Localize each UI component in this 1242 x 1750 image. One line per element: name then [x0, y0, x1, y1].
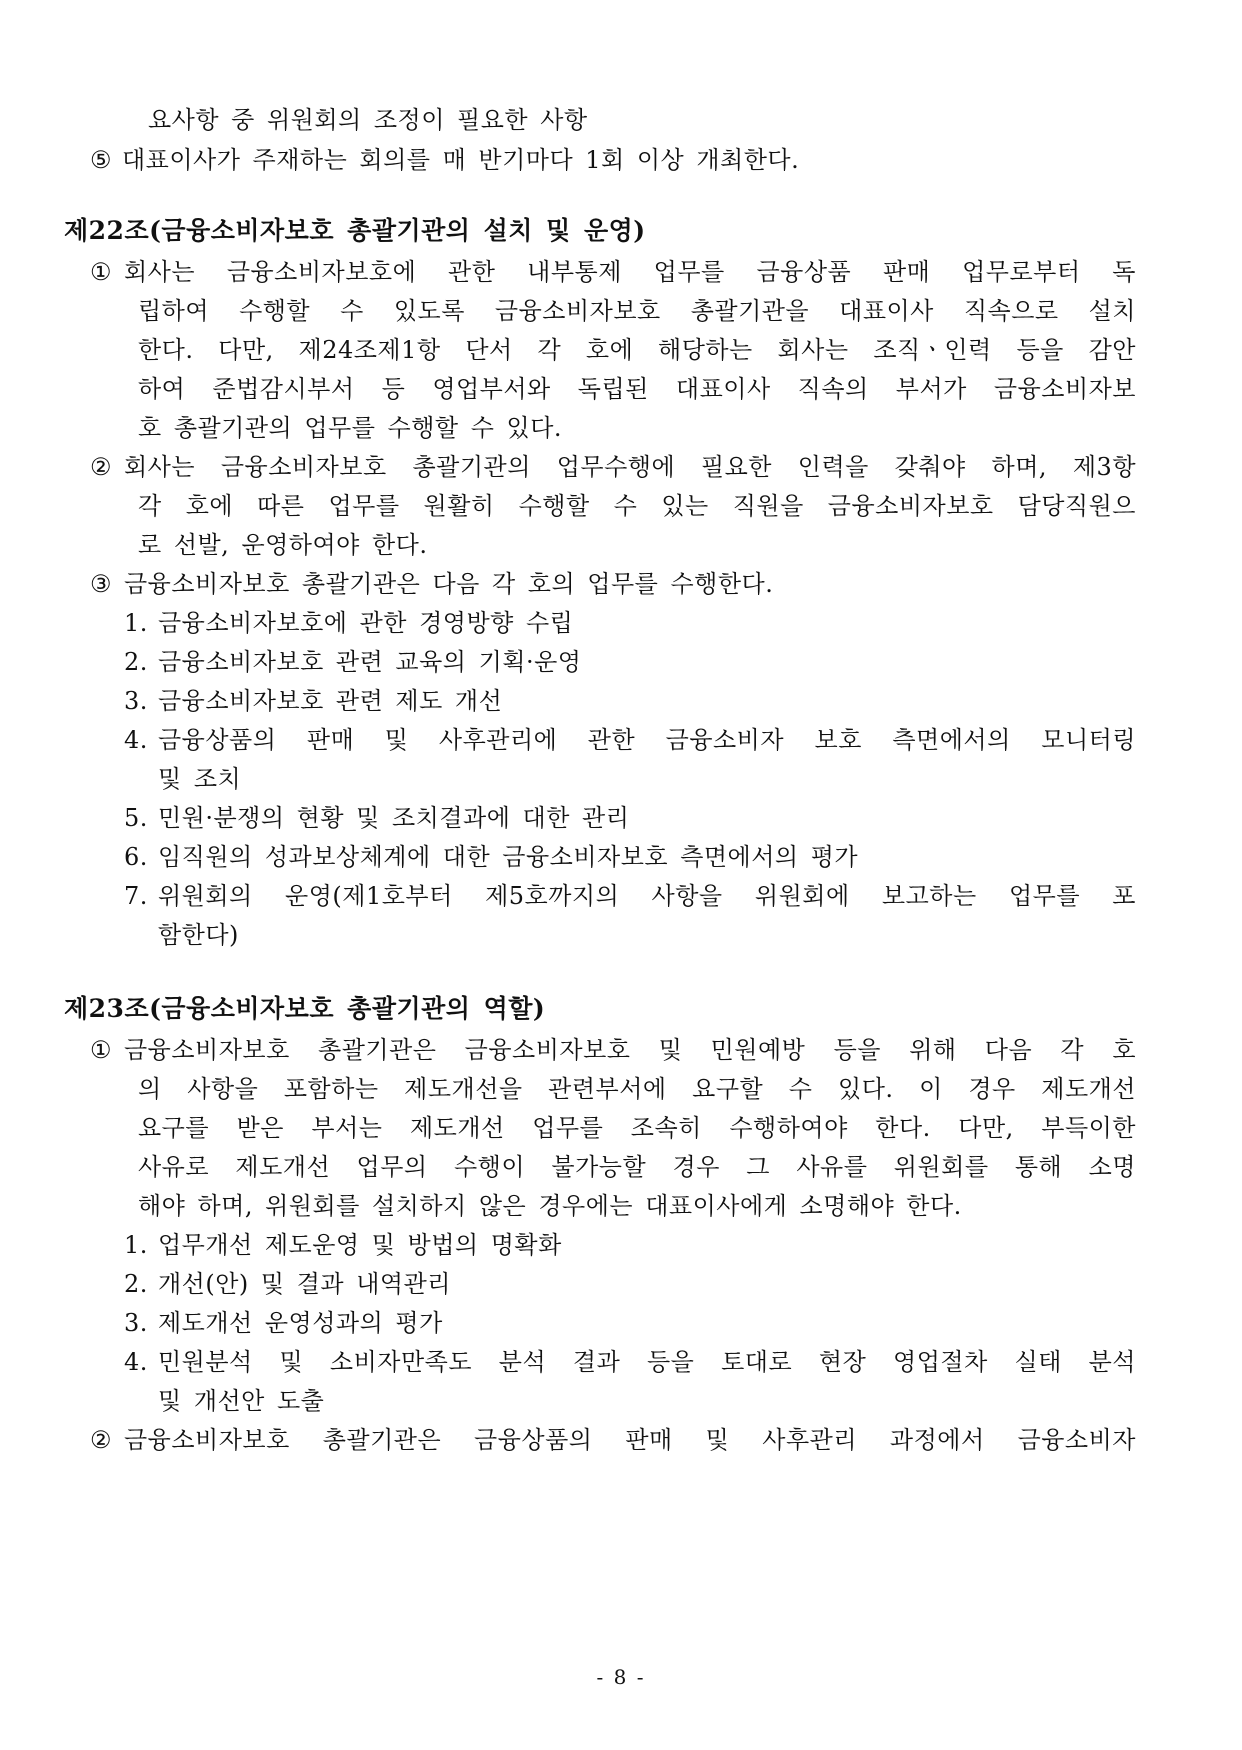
- list-item-number: 6.: [124, 843, 148, 871]
- list-item-text: 금융소비자보호 관련 교육의 기획·운영: [158, 648, 582, 676]
- article-22-paragraph-3-text: 금융소비자보호 총괄기관은 다음 각 호의 업무를 수행한다.: [124, 570, 774, 598]
- article-22-paragraph-1-line: 회사는 금융소비자보호에 관한 내부통제 업무를 금융상품 판매 업무로부터 독: [124, 258, 1136, 286]
- list-item-number: 5.: [124, 804, 148, 832]
- list-item-number: 4.: [124, 1348, 148, 1376]
- list-item-text: 금융소비자보호에 관한 경영방향 수립: [158, 609, 574, 637]
- article-23-paragraph-1-line: 의 사항을 포함하는 제도개선을 관련부서에 요구할 수 있다. 이 경우 제도개선: [138, 1075, 1136, 1103]
- article-22-paragraph-1-line: 립하여 수행할 수 있도록 금융소비자보호 총괄기관을 대표이사 직속으로 설치: [138, 297, 1136, 325]
- list-item-text: 민원·분쟁의 현황 및 조치결과에 대한 관리: [158, 804, 630, 832]
- list-item-number: 3.: [124, 687, 148, 715]
- list-item-text: 제도개선 운영성과의 평가: [158, 1309, 443, 1337]
- page-number: - 8 -: [596, 1665, 646, 1689]
- list-item-number: 1.: [124, 609, 148, 637]
- article-22-paragraph-2-line: 회사는 금융소비자보호 총괄기관의 업무수행에 필요한 인력을 갖춰야 하며, 제3항: [124, 453, 1136, 481]
- article-22-title: 제22조(금융소비자보호 총괄기관의 설치 및 운영): [64, 216, 646, 245]
- list-item-text: 및 개선안 도출: [158, 1387, 325, 1415]
- list-item-text: 위원회의 운영(제1호부터 제5호까지의 사항을 위원회에 보고하는 업무를 포: [158, 882, 1136, 910]
- list-item-text: 임직원의 성과보상체계에 대한 금융소비자보호 측면에서의 평가: [158, 843, 859, 871]
- list-item-text: 민원분석 및 소비자만족도 분석 결과 등을 토대로 현장 영업절차 실태 분석: [158, 1348, 1136, 1376]
- list-item-number: 2.: [124, 648, 148, 676]
- list-item-number: 1.: [124, 1231, 148, 1259]
- article-23-paragraph-1-line: 요구를 받은 부서는 제도개선 업무를 조속히 수행하여야 한다. 다만, 부득이한: [138, 1114, 1136, 1142]
- article-22-paragraph-1-marker: ①: [90, 258, 113, 286]
- list-item-number: 7.: [124, 882, 148, 910]
- list-item-text: 업무개선 제도운영 및 방법의 명확화: [158, 1231, 562, 1259]
- list-item-text: 및 조치: [158, 765, 242, 793]
- article-23-paragraph-1-line: 사유로 제도개선 업무의 수행이 불가능할 경우 그 사유를 위원회를 통해 소명: [138, 1153, 1136, 1181]
- article-22-paragraph-3-marker: ③: [90, 570, 113, 598]
- paragraph-5-text: 대표이사가 주재하는 회의를 매 반기마다 1회 이상 개최한다.: [122, 146, 800, 174]
- article-23-title: 제23조(금융소비자보호 총괄기관의 역할): [64, 994, 546, 1023]
- list-item-text: 금융소비자보호 관련 제도 개선: [158, 687, 503, 715]
- article-22-paragraph-2-marker: ②: [90, 453, 113, 481]
- article-22-paragraph-1-line: 한다. 다만, 제24조제1항 단서 각 호에 해당하는 회사는 조직ㆍ인력 등을 감안: [138, 336, 1136, 364]
- list-item-text: 함한다): [158, 921, 239, 949]
- article-22-paragraph-2-line: 로 선발, 운영하여야 한다.: [138, 531, 428, 559]
- article-23-paragraph-1-marker: ①: [90, 1036, 113, 1064]
- list-item-number: 2.: [124, 1270, 148, 1298]
- article-22-paragraph-1-line: 하여 준법감시부서 등 영업부서와 독립된 대표이사 직속의 부서가 금융소비자보: [138, 375, 1136, 403]
- list-item-number: 3.: [124, 1309, 148, 1337]
- continued-item-text: 요사항 중 위원회의 조정이 필요한 사항: [148, 106, 588, 134]
- article-23-paragraph-1-line: 해야 하며, 위원회를 설치하지 않은 경우에는 대표이사에게 소명해야 한다.: [138, 1192, 962, 1220]
- list-item-text: 개선(안) 및 결과 내역관리: [158, 1270, 451, 1298]
- article-23-paragraph-2-line: 금융소비자보호 총괄기관은 금융상품의 판매 및 사후관리 과정에서 금융소비자: [124, 1426, 1136, 1454]
- paragraph-marker-5: ⑤: [90, 146, 113, 174]
- article-23-paragraph-2-marker: ②: [90, 1426, 113, 1454]
- list-item-text: 금융상품의 판매 및 사후관리에 관한 금융소비자 보호 측면에서의 모니터링: [158, 726, 1136, 754]
- article-22-paragraph-2-line: 각 호에 따른 업무를 원활히 수행할 수 있는 직원을 금융소비자보호 담당직원으: [138, 492, 1136, 520]
- article-22-paragraph-1-line: 호 총괄기관의 업무를 수행할 수 있다.: [138, 414, 563, 442]
- list-item-number: 4.: [124, 726, 148, 754]
- article-23-paragraph-1-line: 금융소비자보호 총괄기관은 금융소비자보호 및 민원예방 등을 위해 다음 각 호: [124, 1036, 1136, 1064]
